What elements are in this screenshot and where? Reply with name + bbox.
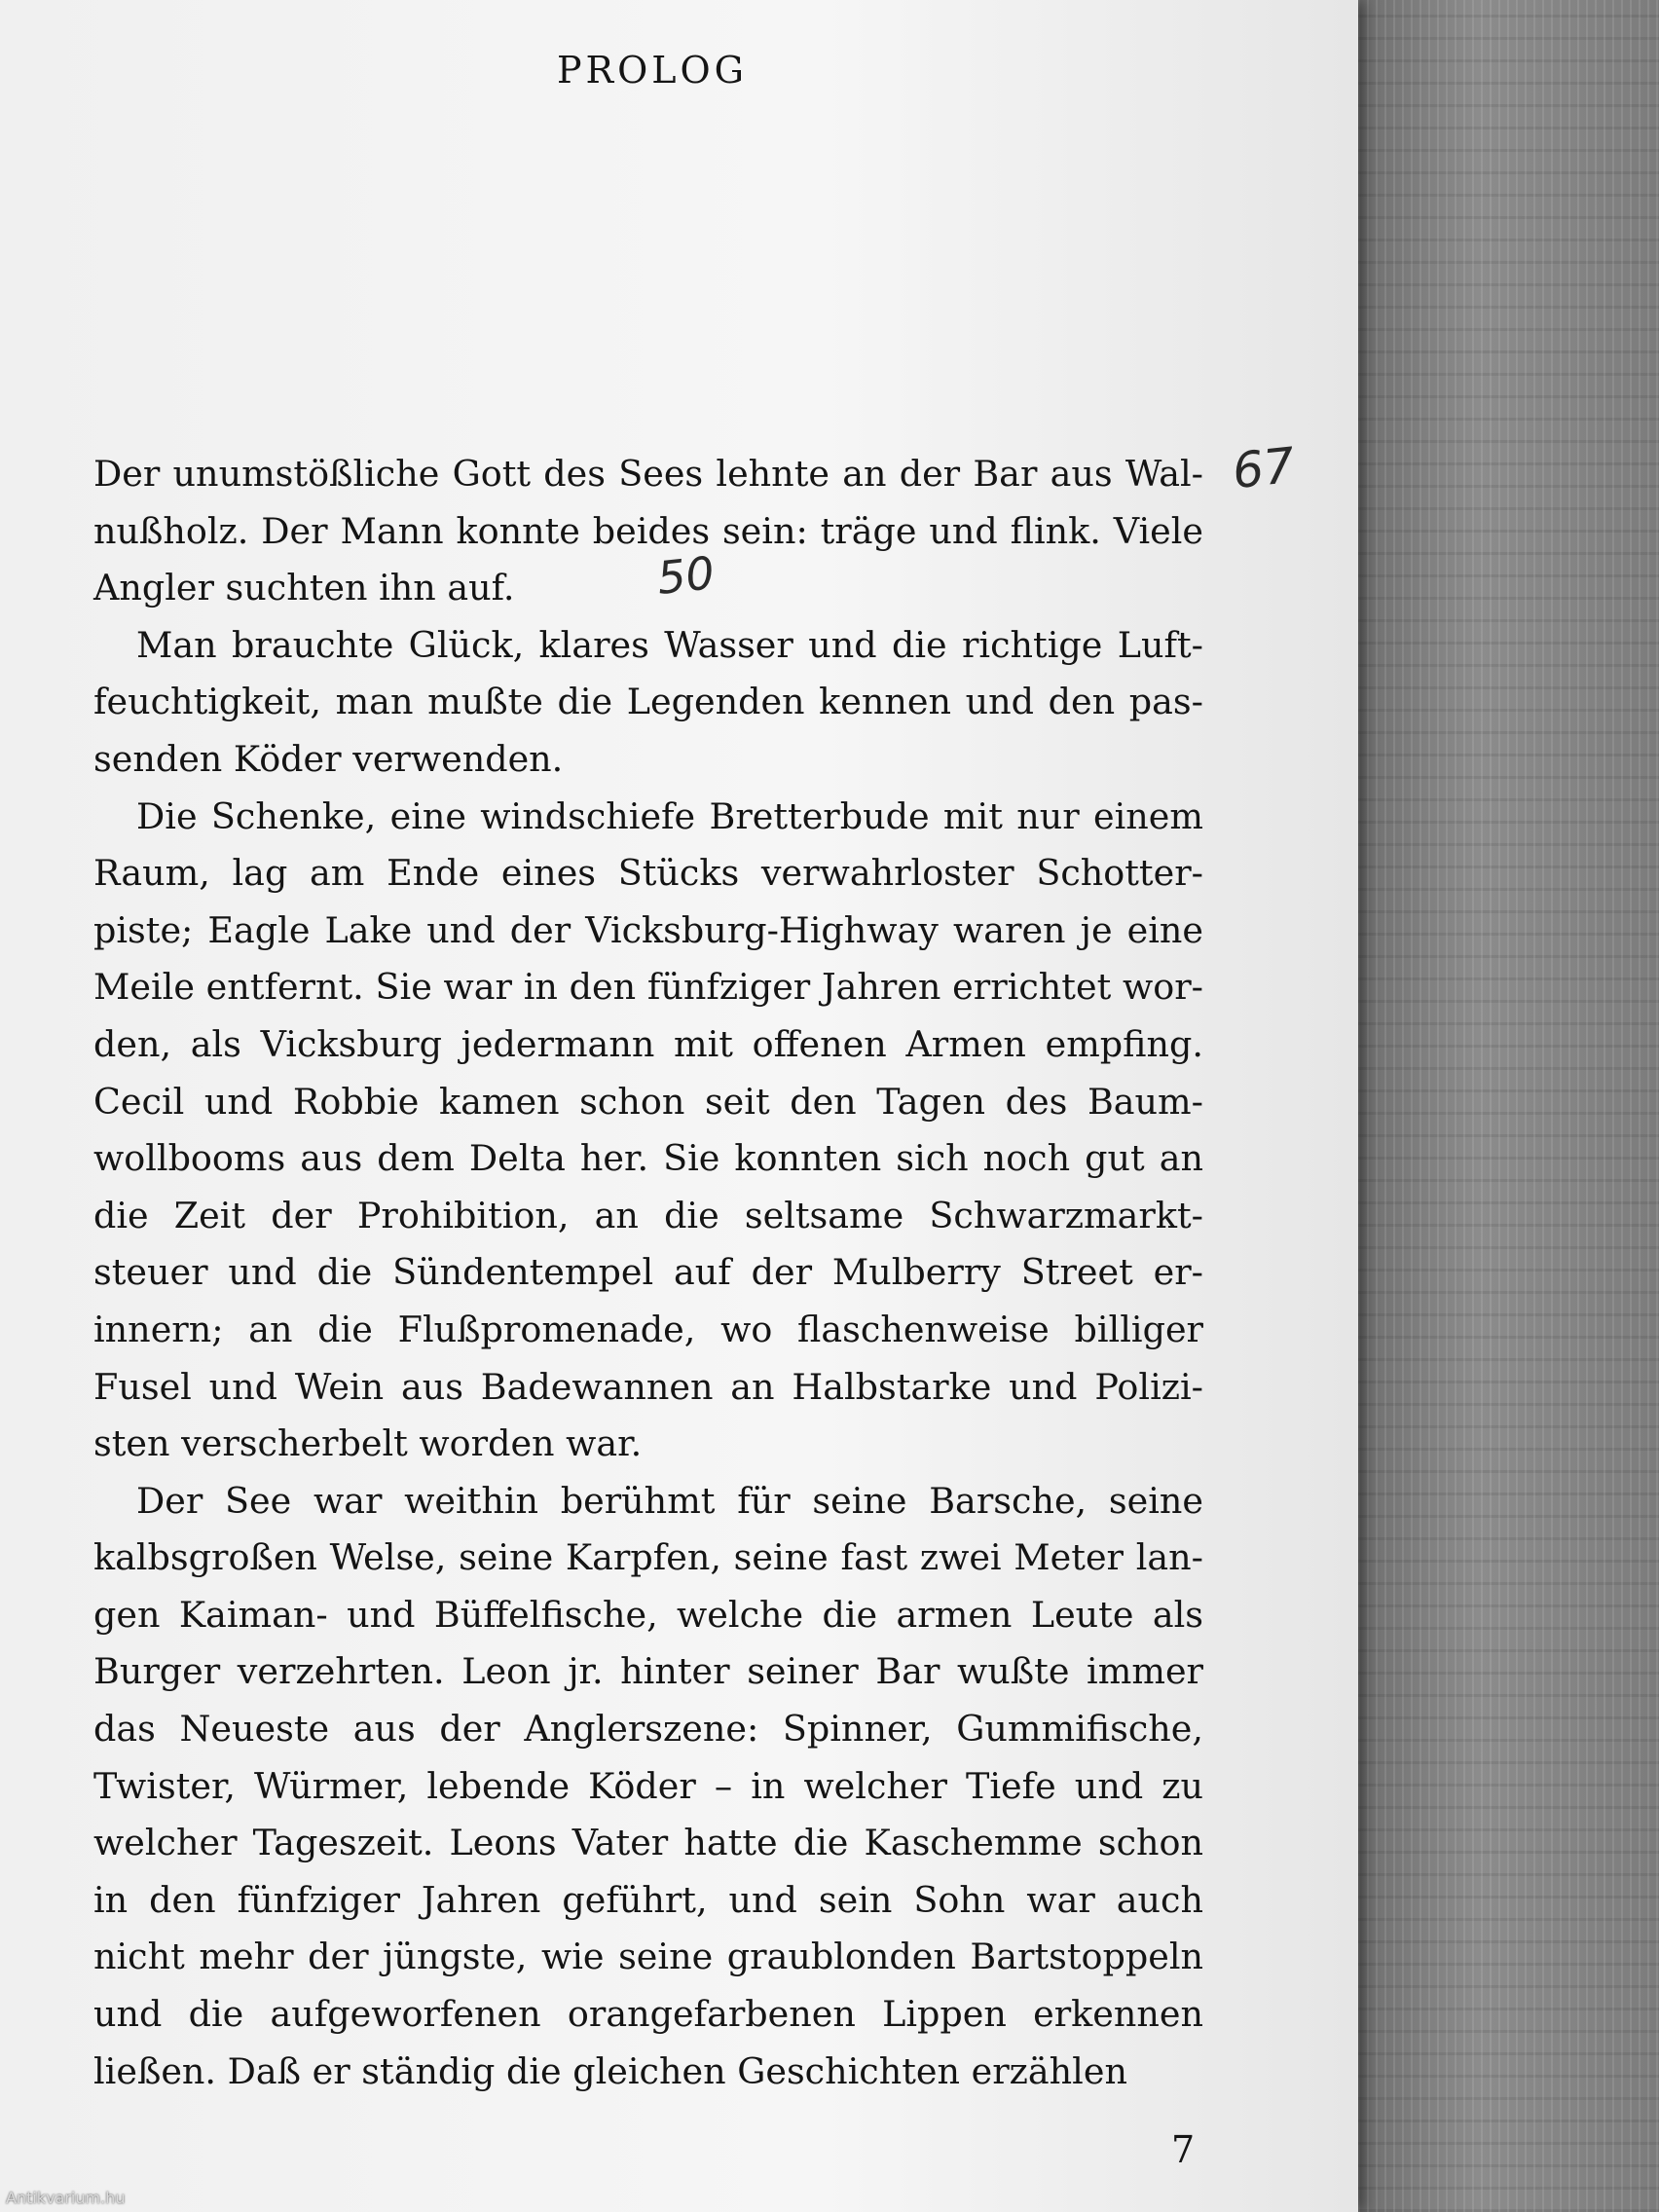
paragraph-2: Man brauchte Glück, klares Wasser und die richtige Luftfeuchtigkeit, man mußte die Legenden kennen und den passenden Köder verwenden.: [93, 623, 1203, 780]
handwritten-margin-note: 67: [1230, 436, 1298, 500]
paragraph-1: Der unumstößliche Gott des Sees lehnte an der Bar aus Walnußholz. Der Mann konnte beides sein: träge und flink. Viele Angler suchten ihn auf.: [93, 453, 1203, 609]
wood-surface: [1358, 0, 1659, 2212]
paragraph-4: Der See war weithin berühmt für seine Barsche, seine kalbsgroßen Welse, seine Karpfen, seine fast zwei Meter langen Kaiman- und Büffelfische, welche die armen Leute als Burger verzehrten. Leon jr. hinter seiner Bar wußte immer das Neueste aus der Anglerszene: Spinner, Gummifische, Twister, Würmer, lebende Köder – in welcher Tiefe und zu welcher Tageszeit. Leons Vater hatte die Kaschemme schon in den fünfziger Jahren geführt, und sein Sohn war auch nicht mehr der jüngste, wie seine graublonden Bartstoppeln und die aufgeworfenen orangefarbenen Lippen erkennen ließen. Daß er ständig die gleichen Geschichten erzählen: [93, 1479, 1203, 2092]
body-text: [93, 446, 1203, 2100]
paragraph-3: Die Schenke, eine windschiefe Bretterbude mit nur einem Raum, lag am Ende eines Stücks verwahrloster Schotterpiste; Eagle Lake und der Vicksburg-Highway waren je eine Meile entfernt. Sie war in den fünfziger Jahren errichtet worden, als Vicksburg jedermann mit offenen Armen empfing. Cecil und Robbie kamen schon seit den Tagen des Baumwollbooms aus dem Delta her. Sie konnten sich noch gut an die Zeit der Prohibition, an die seltsame Schwarzmarktsteuer und die Sündentempel auf der Mulberry Street erinnern; an die Flußpromenade, wo flaschenweise billiger Fusel und Wein aus Badewannen an Halbstarke und Polizisten verscherbelt worden war.: [93, 794, 1203, 1465]
watermark: Antikvarium.hu: [6, 2189, 126, 2207]
handwritten-inline-note: 50: [654, 546, 718, 605]
chapter-header: PROLOG: [556, 49, 749, 92]
page-number: 7: [1171, 2128, 1196, 2171]
